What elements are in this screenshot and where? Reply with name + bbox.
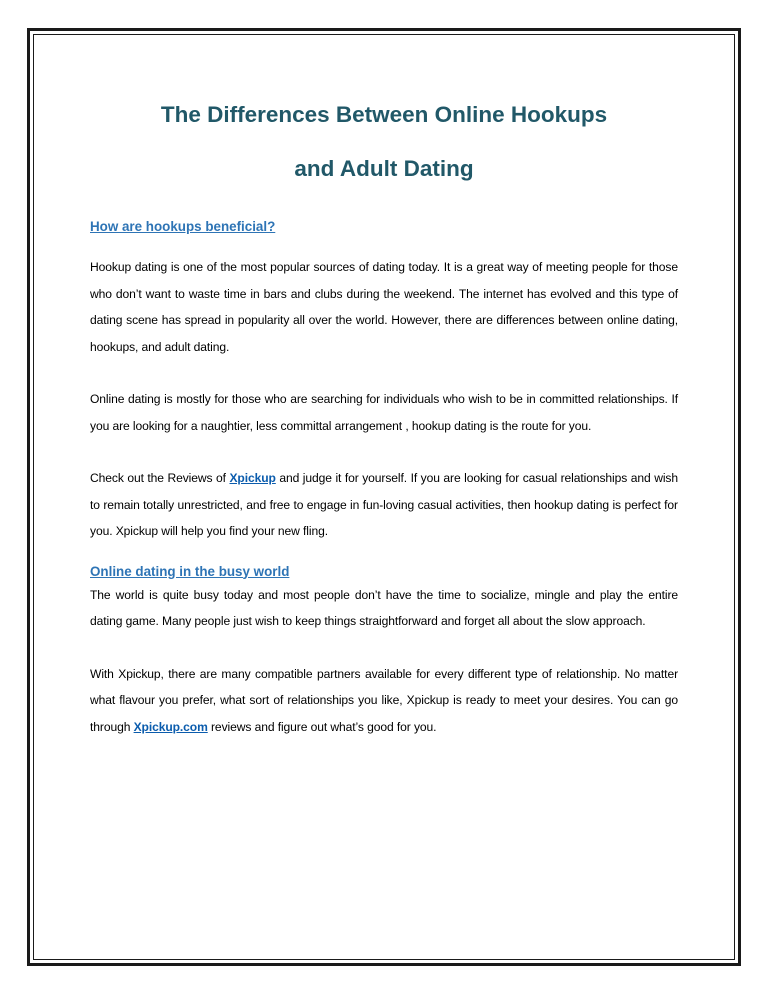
reviews-text-after: and judge it for yourself. If you are looking for casual relationships and wish to remain totally unrestricted, and free to engage in fun-loving casual activities, then hookup dating is perfect for you. Xpickup will help you find your new fling.: [90, 471, 678, 538]
partners-text-after: reviews and figure out what’s good for you.: [207, 719, 437, 734]
section-heading-hookups: How are hookups beneficial?: [90, 219, 276, 234]
title-line-1: The Differences Between Online Hookups: [160, 102, 608, 127]
paragraph-busy-world: The world is quite busy today and most people don’t have the time to socialize, mingle and play the entire dating game. Many people just wish to keep things straightforward and forget all about the slow approach.: [90, 587, 678, 628]
partners-text-before: With Xpickup, there are many compatible partners available for every different type of relationship. No matter what flavour you prefer, what sort of relationships you like, Xpickup is ready to meet your desires. You can go through: [90, 666, 678, 734]
paragraph-online-dating: Online dating is mostly for those who are searching for individuals who wish to be in committed relationships. If you are looking for a naughtier, less committal arrangement , hookup dating is the route for you.: [90, 392, 678, 433]
document-title: [84, 88, 684, 196]
paragraph-reviews: [90, 465, 678, 545]
xpickup-com-link[interactable]: Xpickup.com: [133, 719, 208, 734]
section-heading-busy-world: Online dating in the busy world: [90, 563, 290, 579]
xpickup-link[interactable]: Xpickup: [229, 471, 276, 485]
paragraph-hookup-dating: Hookup dating is one of the most popular sources of dating today. It is a great way of meeting people for those who don’t want to waste time in bars and clubs during the weekend. The internet has evolved and this type of dating scene has spread in popularity all over the world. However, there are differences between online dating, hookups, and adult dating.: [90, 260, 678, 354]
paragraph-compatible-partners: [90, 661, 678, 741]
reviews-text-before: Check out the Reviews of: [90, 471, 230, 485]
title-line-2: and Adult Dating: [294, 156, 474, 181]
document-body: [90, 88, 678, 740]
